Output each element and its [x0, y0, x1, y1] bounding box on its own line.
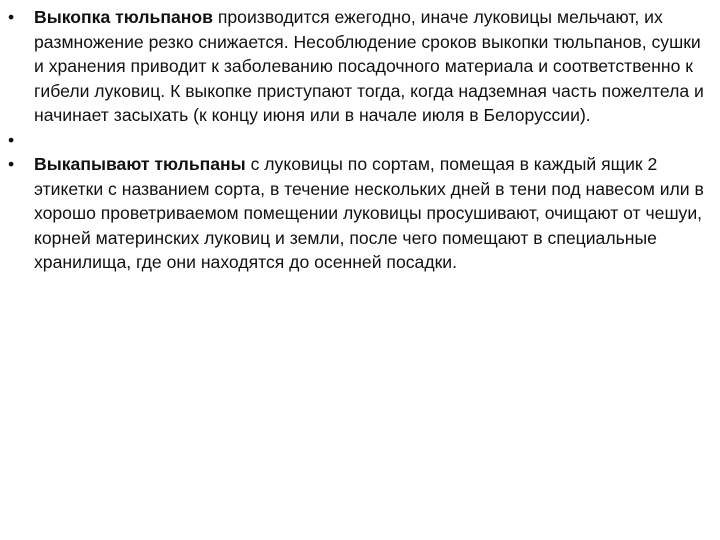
- bullet-marker: •: [8, 7, 15, 27]
- bullet-marker: •: [8, 154, 15, 174]
- bullet-list: [8, 5, 714, 275]
- bullet-item-drying: [8, 152, 714, 275]
- bullet-heading: Выкапывают тюльпаны: [34, 154, 246, 174]
- empty-line: [34, 128, 714, 153]
- bullet-text: с луковицы по сортам, помещая в каждый ящик 2 этикетки с названием сорта, в течение нескольких дней в тени под навесом или в хорошо проветриваемом помещении луковицы просушивают, очищают от чешуи, корней материнских луковиц и земли, после чего помещают в специальные хранилища, где они находятся до осенней посадки.: [34, 154, 704, 272]
- bullet-heading: Выкопка тюльпанов: [34, 7, 213, 27]
- bullet-item-empty: [8, 128, 714, 153]
- bullet-item-digging: [8, 5, 714, 128]
- bullet-marker: •: [8, 129, 15, 150]
- bullet-text: производится ежегодно, иначе луковицы мельчают, их размножение резко снижается. Несоблюдение сроков выкопки тюльпанов, сушки и хранения приводит к заболеванию посадочного материала и соответственно к гибели луковиц. К выкопке приступают тогда, когда надземная часть пожелтела и начинает засыхать (к концу июня или в начале июля в Белоруссии).: [34, 7, 704, 125]
